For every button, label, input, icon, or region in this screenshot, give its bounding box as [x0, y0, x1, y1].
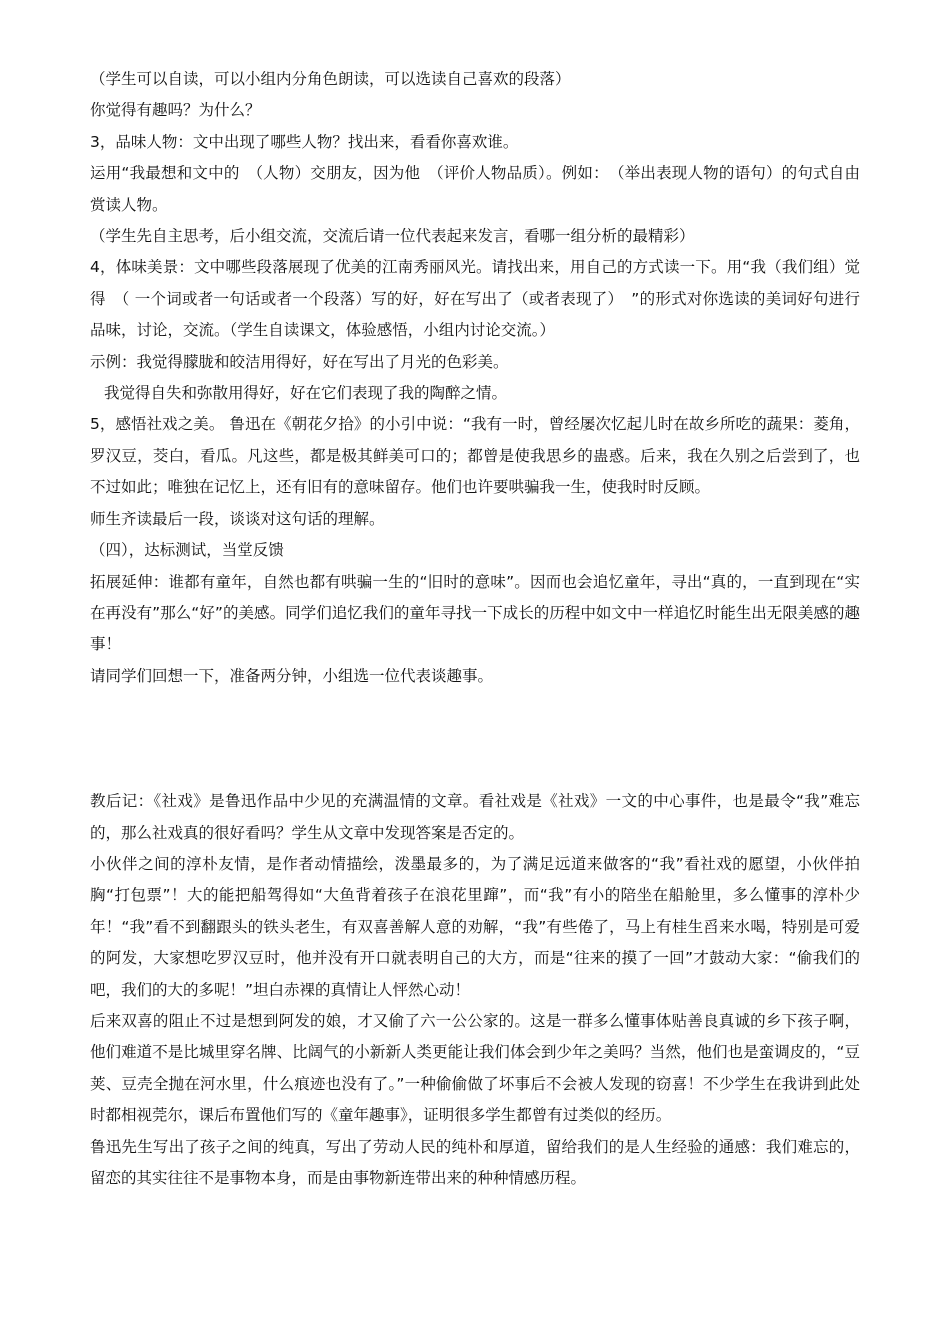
paragraph: （学生可以自读，可以小组内分角色朗读，可以选读自己喜欢的段落） — [90, 70, 571, 88]
notes-paragraph: 后来双喜的阻止不过是想到阿发的娘，才又偷了六一公公家的。这是一群多么懂事体贴善良真诚的乡下孩子啊，他们难道不是比城里穿名牌、比阔气的小新新人类更能让我们体会到少年之美吗？当然，他们也是蛮调皮的，“豆荚、豆壳全抛在河水里，什么痕迹也没有了。”一种偷偷做了坏事后不会被人发现的窃喜！不少学生在我讲到此处时都相视莞尔，课后布置他们写的《童年趣事》，证明很多学生都曾有过类似的经历。 — [90, 1011, 860, 1125]
paragraph: 师生齐读最后一段，谈谈对这句话的理解。 — [90, 509, 385, 528]
post-lesson-notes-section — [90, 786, 860, 1194]
step-heading: 3，品味人物：文中出现了哪些人物？找出来，看看你喜欢谁。 — [90, 132, 519, 151]
step-heading: 4，体味美景：文中哪些段落展现了优美的江南秀丽风光。请找出来，用自己的方式读一下。用“我（我们组）觉得 （ 一个词或者一句话或者一个段落）写的好，好在写出了（或者表现了） ”的形式对你选读的美词好句进行品味，讨论，交流。（学生自读课文，体验感悟，小组内讨论交流。） — [90, 258, 860, 340]
step-heading: 5，感悟社戏之美。 鲁迅在《朝花夕拾》的小引中说：“我有一时，曾经屡次忆起儿时在故乡所吃的蔬果：菱角，罗汉豆，茭白，看瓜。凡这些，都是极其鲜美可口的；都曾是使我思乡的蛊惑。后来，我在久别之后尝到了，也不过如此；唯独在记忆上，还有旧有的意味留存。他们也许要哄骗我一生，使我时时反顾。 — [90, 415, 860, 497]
section-heading: （四），达标测试，当堂反馈 — [90, 541, 284, 560]
paragraph: 运用“我最想和文中的 （人物）交朋友，因为他 （评价人物品质）。例如： （举出表现人物的语句）的句式自由赏读人物。 — [90, 164, 860, 214]
paragraph: 你觉得有趣吗？为什么？ — [90, 101, 261, 120]
paragraph: 请同学们回想一下，准备两分钟，小组选一位代表谈趣事。 — [90, 666, 494, 685]
document-page — [90, 64, 860, 1194]
notes-paragraph: 教后记：《社戏》是鲁迅作品中少见的充满温情的文章。看社戏是《社戏》一文的中心事件，也是最令“我”难忘的，那么社戏真的很好看吗？学生从文章中发现答案是否定的。 — [90, 792, 860, 842]
example-paragraph: 示例：我觉得朦胧和皎洁用得好，好在写出了月光的色彩美。 — [90, 352, 509, 371]
notes-paragraph: 小伙伴之间的淳朴友情，是作者动情描绘，泼墨最多的，为了满足远道来做客的“我”看社戏的愿望，小伙伴拍胸“打包票”！大的能把船驾得如“大鱼背着孩子在浪花里蹿”，而“我”有小的陪坐在船舱里，多么懂事的淳朴少年！“我”看不到翻跟头的铁头老生，有双喜善解人意的劝解，“我”有些倦了，马上有桂生舀来水喝，特别是可爱的阿发，大家想吃罗汉豆时，他并没有开口就表明自己的大方，而是“往来的摸了一回”才鼓动大家：“偷我们的吧，我们的大的多呢！”坦白赤裸的真情让人怦然心动！ — [90, 854, 860, 999]
example-paragraph: 我觉得自失和弥散用得好，好在它们表现了我的陶醉之情。 — [104, 384, 508, 403]
lesson-steps-section — [90, 64, 860, 692]
notes-paragraph: 鲁迅先生写出了孩子之间的纯真，写出了劳动人民的纯朴和厚道，留给我们的是人生经验的通感：我们难忘的，留恋的其实往往不是事物本身，而是由事物新连带出来的种种情感历程。 — [90, 1137, 860, 1187]
paragraph: 拓展延伸：谁都有童年，自然也都有哄骗一生的“旧时的意味”。因而也会追忆童年，寻出“真的，一直到现在“实在再没有”那么“好”的美感。同学们追忆我们的童年寻找一下成长的历程中如文中一样追忆时能生出无限美感的趣事！ — [90, 572, 860, 654]
paragraph: （学生先自主思考，后小组交流，交流后请一位代表起来发言，看哪一组分析的最精彩） — [90, 227, 695, 246]
section-spacer — [90, 692, 860, 786]
